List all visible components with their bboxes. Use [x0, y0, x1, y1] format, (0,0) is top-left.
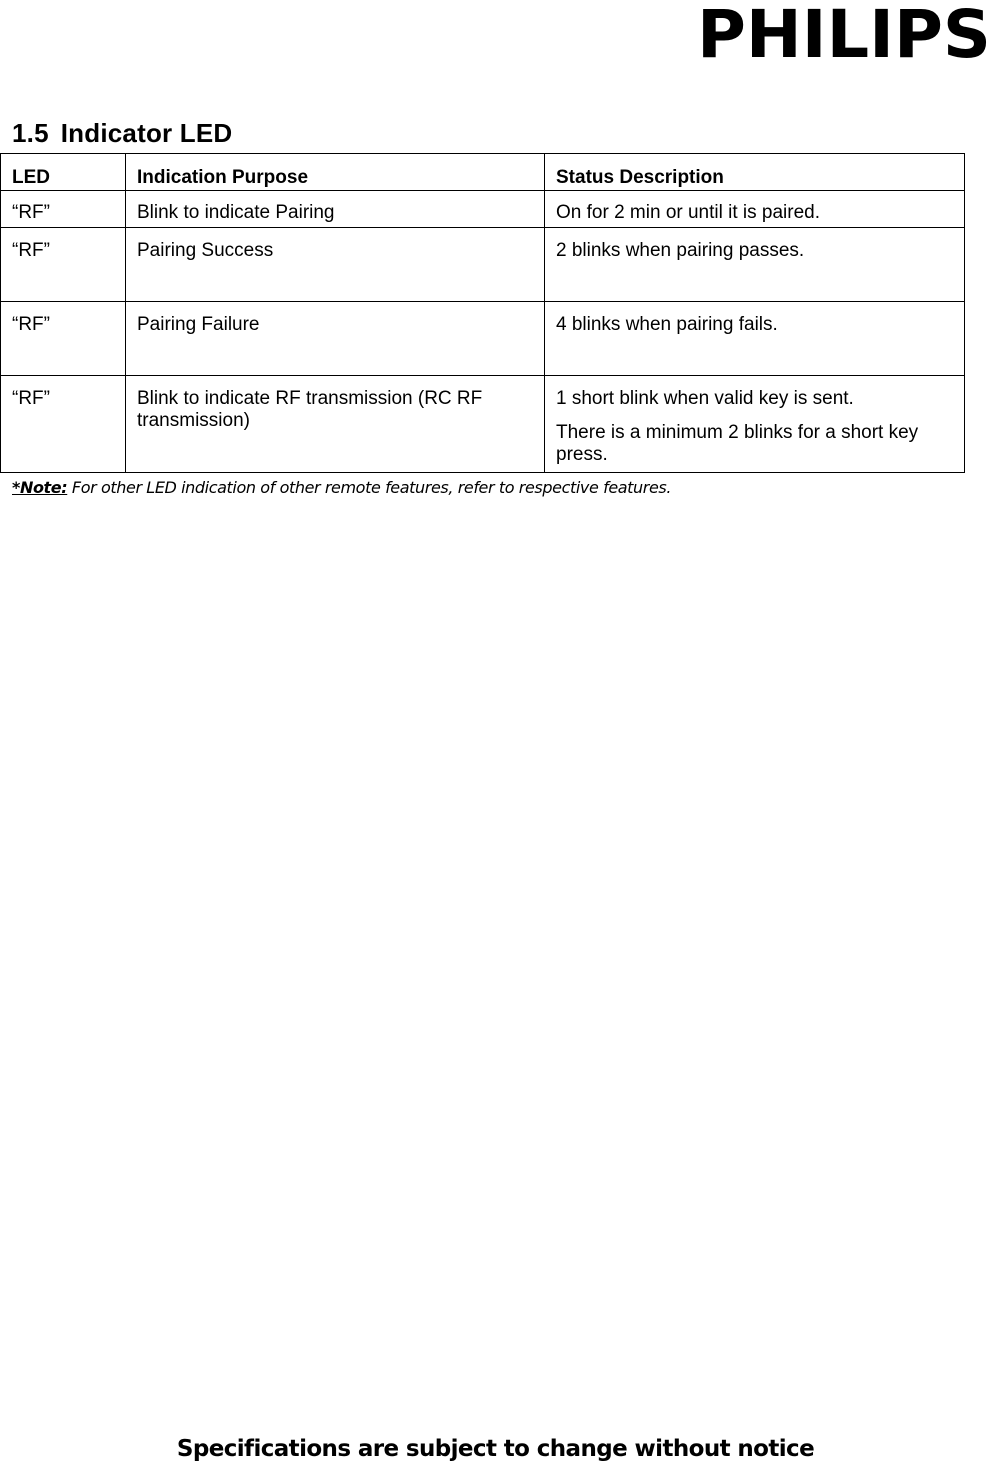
section-number: 1.5 — [12, 118, 49, 148]
footer-disclaimer: Specifications are subject to change without notice — [176, 1436, 815, 1462]
note-text: For other LED indication of other remote features, refer to respective features. — [67, 478, 672, 497]
table-note — [12, 478, 671, 497]
column-header-indication-purpose: Indication Purpose — [126, 154, 545, 191]
purpose-cell: Blink to indicate Pairing — [126, 191, 545, 228]
svg-text:PHILIPS: PHILIPS — [697, 2, 991, 60]
status-cell: 2 blinks when pairing passes. — [545, 228, 965, 302]
table-row — [1, 228, 965, 302]
table-row — [1, 191, 965, 228]
indicator-led-table — [0, 153, 965, 473]
column-header-status-description: Status Description — [545, 154, 965, 191]
status-line: There is a minimum 2 blinks for a short key press. — [556, 422, 919, 465]
note-label: *Note: — [12, 478, 68, 497]
status-cell: 4 blinks when pairing fails. — [545, 302, 965, 376]
status-cell: On for 2 min or until it is paired. — [545, 191, 965, 228]
purpose-cell: Blink to indicate RF transmission (RC RF transmission) — [126, 376, 545, 473]
table-row — [1, 376, 965, 473]
table-header-row — [1, 154, 965, 191]
column-header-led: LED — [1, 154, 126, 191]
purpose-cell: Pairing Failure — [126, 302, 545, 376]
status-cell — [545, 376, 965, 473]
status-line: 1 short blink when valid key is sent. — [556, 388, 854, 409]
led-cell: “RF” — [1, 228, 126, 302]
led-cell: “RF” — [1, 302, 126, 376]
led-cell: “RF” — [1, 376, 126, 473]
led-cell: “RF” — [1, 191, 126, 228]
table-row — [1, 302, 965, 376]
philips-logo — [697, 2, 991, 60]
purpose-cell: Pairing Success — [126, 228, 545, 302]
section-title-text: Indicator LED — [60, 118, 233, 148]
section-title — [12, 118, 232, 149]
